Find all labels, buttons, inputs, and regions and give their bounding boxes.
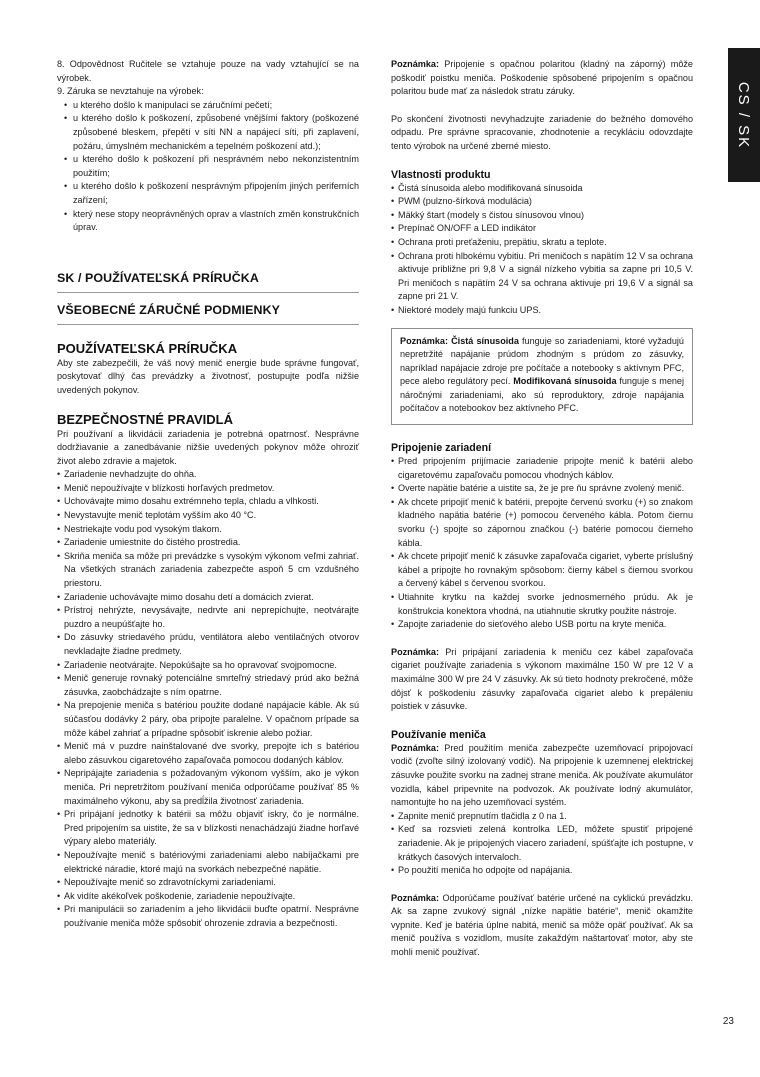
- disposal-text: Po skončení životnosti nevyhadzujte zariadenie do bežného domového odpadu. Pre správne spracovanie, zhodnotenie a recykláciu odovzdajte tento výrobok na určené zberné miesto.: [391, 113, 693, 151]
- list-item: • Ochrana proti hlbokému vybitiu. Pri meničoch s napätím 12 V sa ochrana aktivuje približne pri 9,8 V a signál nízkeho vybitia sa zapne pri 10,5 V. Pri meničoch s napätím 24 V sa ochrana aktivuje pri 19,6 V a signál sa zapne pri 21 V.: [391, 250, 693, 304]
- divider: [57, 292, 359, 293]
- list-item: • u kterého došlo k manipulaci se záručními pečetí;: [57, 99, 359, 113]
- pure-sine-label: Čistá sínusoida: [451, 335, 519, 346]
- list-item: • Keď sa rozsvieti zelená kontrolka LED, môžete spustiť pripojené zariadenie. Ak je pripojených viacero zariadení, spúšťajte ich postupne, v krátkych časových intervaloch.: [391, 823, 693, 864]
- list-item: • Ochrana proti preťaženiu, prepätiu, skratu a teplote.: [391, 236, 693, 250]
- usage-title: Používanie meniča: [391, 728, 486, 741]
- list-item: • u kterého došlo k poškození, způsobené vnějšími faktory (poškozené způsobené bleskem, přepětí v síti NN a napájecí síti, při zaplavení, požáru, úmyslném mechanickém a tepelném poškození atd.);: [57, 112, 359, 153]
- features-list: [391, 182, 693, 318]
- user-manual-title: POUŽÍVATEĽSKÁ PRÍRUČKA: [57, 340, 238, 356]
- list-item: • u kterého došlo k poškození nesprávným připojením jiných periferních zařízení;: [57, 180, 359, 207]
- list-item: • Prístroj nehrýzte, nevysávajte, nedrvte ani neprepichujte, neotvárajte puzdro a neupúšťajte ho.: [57, 604, 359, 631]
- polarity-note: [391, 58, 693, 99]
- right-column: [391, 58, 693, 960]
- user-manual-text: Aby ste zabezpečili, že váš nový menič energie bude správne fungovať, poskytovať dlhý čas prevádzky a životnosť, postupujte podľa nižšie uvedených pokynov.: [57, 357, 359, 395]
- note-text: funguje s menej náročnými zariadeniami, ako sú reproduktory, zdroje napájania počítačov a notebookov bez aktívneho PFC.: [400, 376, 685, 414]
- safety-intro: Pri používaní a likvidácii zariadenia je potrebná opatrnosť. Nesprávne dodržiavanie a zanedbávanie nižšie uvedených pokynov môže ohroziť život alebo zdravie a majetok.: [57, 428, 359, 466]
- usage-note: [391, 742, 693, 810]
- list-item: • Pri manipulácii so zariadením a jeho likvidácii buďte opatrní. Nesprávne používanie meniča môže spôsobiť ohrozenie zdravia a bezpečnosti.: [57, 903, 359, 930]
- list-item: • Zapojte zariadenie do sieťového alebo USB portu na kryte meniča.: [391, 618, 693, 632]
- list-item: • Nepripájajte zariadenia s požadovaným výkonom vyšším, ako je výkon meniča. Pri nepretržitom používaní meniča odporúčame používať 85 % maximálneho výkonu, aby sa predĺžila životnosť zariadenia.: [57, 767, 359, 808]
- list-item: • Prepínač ON/OFF a LED indikátor: [391, 222, 693, 236]
- list-item: • Overte napätie batérie a uistite sa, že je pre ňu správne zvolený menič.: [391, 482, 693, 496]
- list-item: • Ak chcete pripojiť menič k batérii, prepojte červenú svorku (+) so znakom kladného napätia batérie (+) pomocou červeného kábla. Potom čiernu svorku (-) spojte so zápornou značkou (-) batérie pomocou čierneho kábla.: [391, 496, 693, 550]
- list-item: • Menič nepoužívajte v blízkosti horľavých predmetov.: [57, 482, 359, 496]
- list-item: • Zariadenie nevhadzujte do ohňa.: [57, 468, 359, 482]
- note-label: Poznámka:: [400, 335, 449, 346]
- list-item: • Pred pripojením prijímacie zariadenie pripojte menič k batérii alebo cigaretovému zapaľovaču pomocou vhodných káblov.: [391, 455, 693, 482]
- warranty-item-9: 9. Záruka se nevztahuje na výrobek:: [57, 86, 204, 97]
- list-item: • Menič generuje rovnaký potenciálne smrteľný striedavý prúd ako bežná zásuvka, zaobchádzajte s ním opatrne.: [57, 672, 359, 699]
- usage-list: [391, 810, 693, 878]
- divider: [57, 324, 359, 325]
- safety-title: BEZPEČNOSTNÉ PRAVIDLÁ: [57, 411, 233, 427]
- features-title: Vlastnosti produktu: [391, 168, 491, 181]
- note-label: Poznámka:: [391, 742, 440, 753]
- list-item: • Na prepojenie meniča s batériou použite dodané napájacie káble. Ak sú súčasťou dodávky 2 páry, oba pripojte paralelne. V opačnom prípade sa môže kábel zahriať a prípadne spôsobiť iskrenie alebo požiar.: [57, 699, 359, 740]
- language-tab-label: CS / SK: [735, 81, 753, 149]
- note-label: Poznámka:: [391, 646, 440, 657]
- language-tab: [728, 48, 760, 182]
- list-item: • Čistá sínusoida alebo modifikovaná sínusoida: [391, 182, 693, 196]
- list-item: • Do zásuvky striedavého prúdu, ventilátora alebo ventilačných otvorov nevkladajte žiadne predmety.: [57, 631, 359, 658]
- list-item: • Zariadenie umiestnite do čistého prostredia.: [57, 536, 359, 550]
- modified-sine-label: Modifikovaná sínusoida: [513, 376, 617, 387]
- note-text: Odporúčame používať batérie určené na cyklickú prevádzku. Ak sa zapne zvukový signál „nízke napätie batérie“, menič okamžite vypnite. Keď je batéria úplne nabitá, menič sa môže opäť používať. Ak sa menič používa s vozidlom, musíte zakaždým naštartovať motor, aby ste mohli menič používať.: [391, 892, 693, 958]
- list-item: • u kterého došlo k poškození při nesprávném nebo nekonzistentním použitím;: [57, 153, 359, 180]
- list-item: • který nese stopy neoprávněných oprav a vlastních změn konstrukčních úprav.: [57, 208, 359, 235]
- list-item: • Zapnite menič prepnutím tlačidla z 0 na 1.: [391, 810, 693, 824]
- note-text: Pripojenie s opačnou polaritou (kladný na záporný) môže poškodiť poistku meniča. Poškodenie spôsobené pripojením s opačnou polaritou bude mať za následok stratu záruky.: [391, 59, 693, 97]
- list-item: • Ak vidíte akékoľvek poškodenie, zariadenie nepoužívajte.: [57, 890, 359, 904]
- list-item: • Utiahnite krytku na každej svorke jednosmerného prúdu. Ak je konštrukcia konektora vhodná, na utiahnutie skrutky použite nástroje.: [391, 591, 693, 618]
- warranty-item-8: 8. Odpovědnost Ručitele se vztahuje pouze na vady vztahující se na výrobek.: [57, 59, 359, 83]
- list-item: • Zariadenie uchovávajte mimo dosahu detí a domácich zvierat.: [57, 591, 359, 605]
- page-number: 23: [722, 1016, 734, 1027]
- list-item: • Mäkký štart (modely s čistou sínusovou vlnou): [391, 209, 693, 223]
- lighter-note: [391, 646, 693, 714]
- note-label: Poznámka:: [391, 892, 440, 903]
- note-text: Pri pripájaní zariadenia k meniču cez kábel zapaľovača cigariet používajte zariadenia s výkonom maximálne 150 W pre 12 V a maximálne 300 W pre 24 V zásuvky. Ak sú tieto hodnoty prekročené, môže dôjsť k poškodeniu zásuvky zapaľovača cigariet alebo k prepáleniu poistiek v zásuvke.: [391, 646, 693, 712]
- note-label: Poznámka:: [391, 59, 440, 69]
- warranty-title: VŠEOBECNÉ ZÁRUČNÉ PODMIENKY: [57, 302, 281, 317]
- list-item: • Skriňa meniča sa môže pri prevádzke s vysokým výkonom veľmi zahriať. Na všetkých stranách zariadenia zabezpečte aspoň 5 cm vzdušného priestoru.: [57, 550, 359, 591]
- list-item: • Niektoré modely majú funkciu UPS.: [391, 304, 693, 318]
- sine-wave-note: [400, 335, 684, 417]
- connection-title: Pripojenie zariadení: [391, 442, 492, 455]
- list-item: • Pri pripájaní jednotky k batérii sa môžu objaviť iskry, čo je normálne. Pred pripojením sa uistite, že sa v blízkosti nenachádzajú žiadne horľavé výpary alebo materiály.: [57, 808, 359, 849]
- list-item: • Zariadenie neotvárajte. Nepokúšajte sa ho opravovať svojpomocne.: [57, 659, 359, 673]
- list-item: • Nestriekajte vodu pod vysokým tlakom.: [57, 523, 359, 537]
- list-item: • Nepoužívajte menič so zdravotníckymi zariadeniami.: [57, 876, 359, 890]
- list-item: • Ak chcete pripojiť menič k zásuvke zapaľovača cigariet, vyberte príslušný kábel a pripojte ho rovnakým spôsobom: čierny kábel s čiernou svorkou a červený kábel s červenou svorkou.: [391, 550, 693, 591]
- safety-list: [57, 468, 359, 930]
- cyclic-battery-note: [391, 892, 693, 960]
- list-item: • PWM (pulzno-šírková modulácia): [391, 195, 693, 209]
- list-item: • Po použití meniča ho odpojte od napájania.: [391, 864, 693, 878]
- note-text: Pred použitím meniča zabezpečte uzemňovací pripojovací vodič (zvoľte silný izolovaný vodič). Na pripojenie k uzemnenej elektrickej zásuvke použite svorku na zadnej strane meniča. Ak používate akumulátor vozidla, kábel pripevnite na podvozok. Ak používate lodný akumulátor, namontujte ho na jeho uzemňovací systém.: [391, 742, 693, 808]
- list-item: • Uchovávajte mimo dosahu extrémneho tepla, chladu a vlhkosti.: [57, 495, 359, 509]
- left-column: [57, 58, 359, 930]
- list-item: • Nepoužívajte menič s batériovými zariadeniami alebo nabíjačkami pre elektrické náradie, ktoré majú na svorkách nebezpečné napätie.: [57, 849, 359, 876]
- connection-list: [391, 455, 693, 632]
- list-item: • Nevystavujte menič teplotám vyšším ako 40 °C.: [57, 509, 359, 523]
- note-text: funguje so zariadeniami, ktoré vyžadujú nepretržité napájanie prúdom zhodným s prúdom zo zásuvky, napríklad napájacie zdroje pre počítače a notebooky s aktívnym PFC, pece alebo regulátory pecí.: [400, 335, 684, 387]
- warranty-exclusions-list: [57, 99, 359, 235]
- sk-manual-title: SK / POUŽÍVATEĽSKÁ PRÍRUČKA: [57, 270, 259, 285]
- list-item: • Menič má v puzdre nainštalované dve svorky, prepojte ich s batériou alebo zásuvkou cigaretového zapaľovača pomocou dodaných káblov.: [57, 740, 359, 767]
- sine-wave-note-box: [391, 328, 693, 426]
